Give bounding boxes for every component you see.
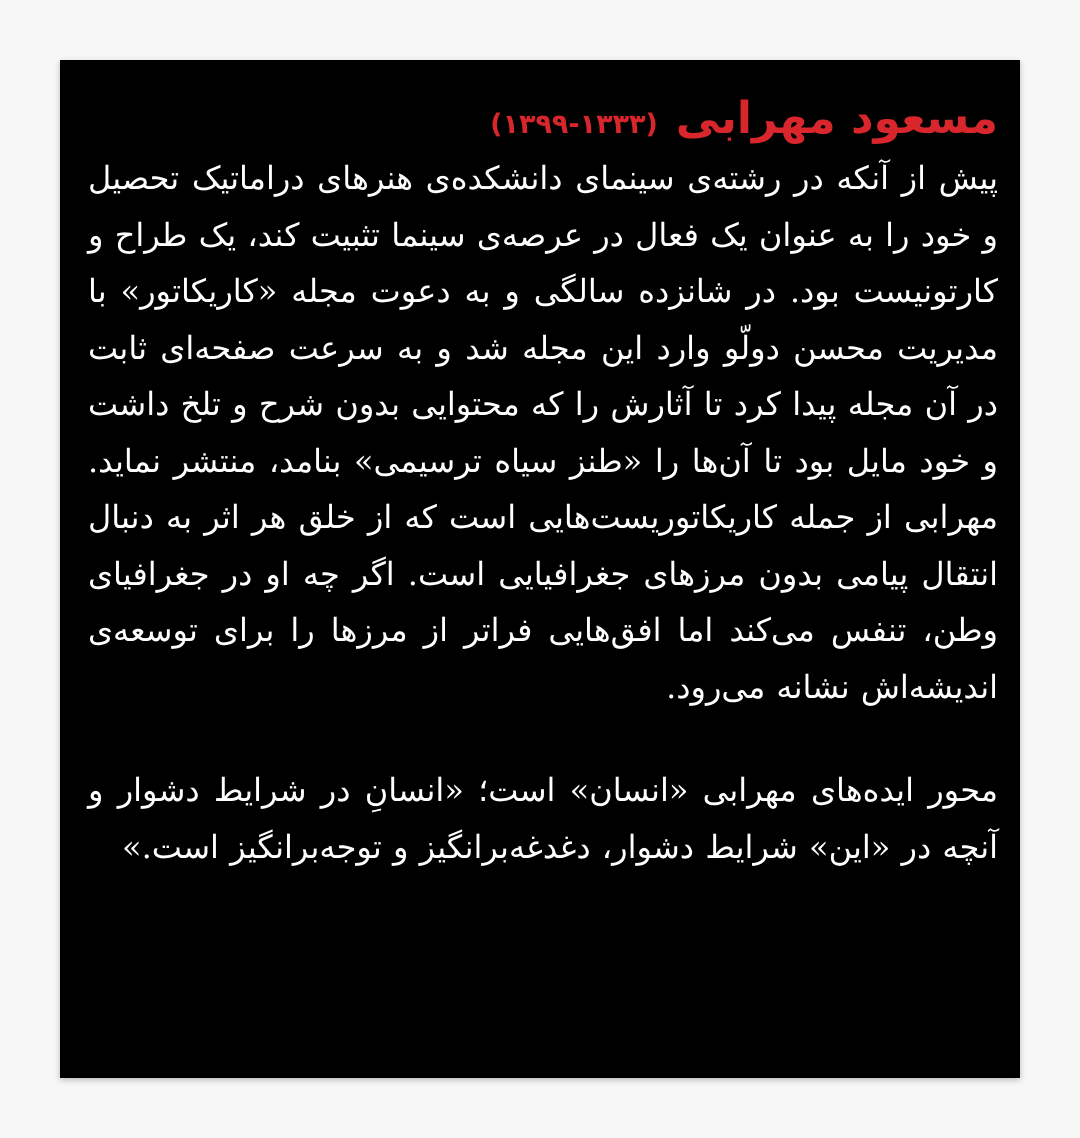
title-row xyxy=(88,88,998,150)
paragraph-spacer xyxy=(88,715,998,762)
artist-name: مسعود مهرابی xyxy=(675,93,998,144)
artist-years: (۱۳۹۹-۱۳۳۳) xyxy=(490,109,658,140)
article-card xyxy=(88,88,998,1058)
ideas-paragraph: محور ایده‌های مهرابی «انسان» است؛ «انسانِ در شرایط دشوار و آنچه در «این» شرایط دشوار، دغدغه‌برانگیز و توجه‌برانگیز است.» xyxy=(88,771,998,866)
biography-paragraph: پیش از آنکه در رشته‌ی سینمای دانشکده‌ی هنرهای دراماتیک تحصیل و خود را به عنوان یک فعال در عرصه‌ی سینما تثبیت کند، یک طراح و کارتونیست بود. در شانزده سالگی و به دعوت مجله «کاریکاتور» با مدیریت محسن دولّو وارد این مجله شد و به سرعت صفحه‌ای ثابت در آن مجله پیدا کرد تا آثارش را که محتوایی بدون شرح و تلخ داشت و خود مایل بود تا آن‌ها را «طنز سیاه ترسیمی» بنامد، منتشر نماید. مهرابی از جمله کاریکاتوریست‌هایی است که از خلق هر اثر به دنبال انتقال پیامی بدون مرزهای جغرافیایی است. اگر چه او در جغرافیای وطن، تنفس می‌کند اما افق‌هایی فراتر از مرزها را برای توسعه‌ی اندیشه‌اش نشانه می‌رود. xyxy=(88,159,999,706)
article-card-frame xyxy=(60,60,1020,1078)
